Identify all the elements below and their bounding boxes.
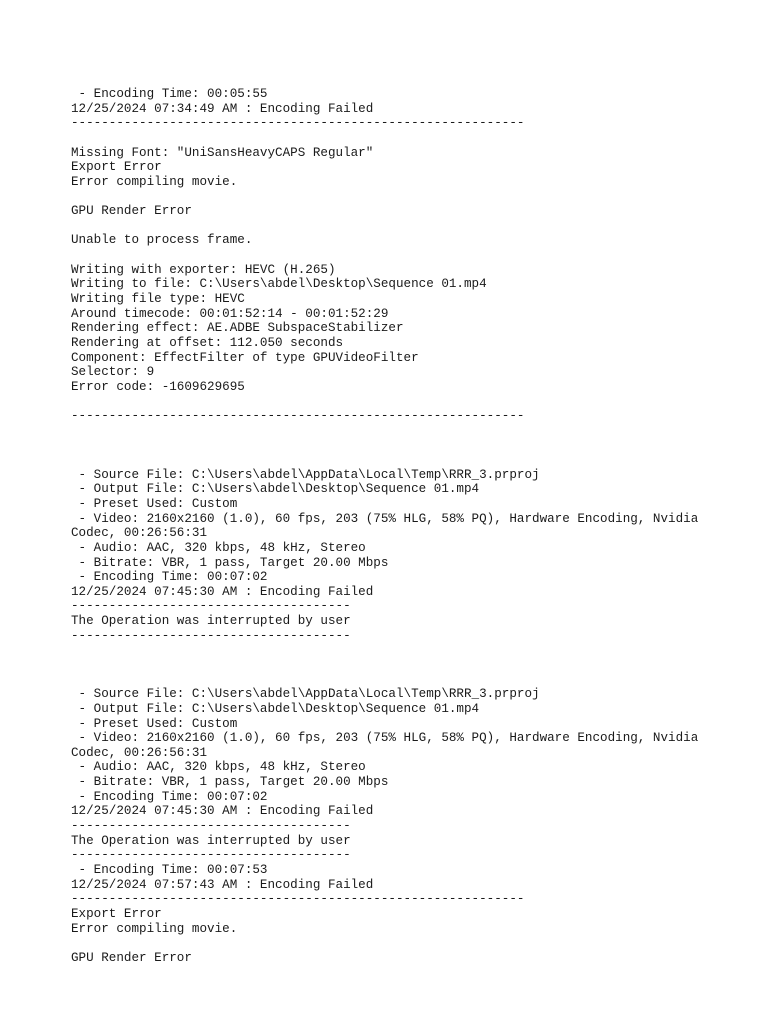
blank-line xyxy=(71,189,751,204)
log-line: ------------------------------------- xyxy=(71,599,351,614)
log-line: ------------------------------------- xyxy=(71,848,351,863)
log-line: Component: EffectFilter of type GPUVideoFilter xyxy=(71,350,419,365)
log-line: - Encoding Time: 00:07:53 xyxy=(71,862,268,877)
log-line: GPU Render Error xyxy=(71,950,192,965)
log-line: Error compiling movie. xyxy=(71,174,238,189)
log-line: - Output File: C:\Users\abdel\Desktop\Sequence 01.mp4 xyxy=(71,701,480,716)
blank-line xyxy=(71,248,751,263)
log-line: The Operation was interrupted by user xyxy=(71,614,351,629)
blank-line xyxy=(71,438,751,453)
log-line: - Video: 2160x2160 (1.0), 60 fps, 203 (75% HLG, 58% PQ), Hardware Encoding, Nvidia xyxy=(71,511,699,526)
log-line: Error code: -1609629695 xyxy=(71,379,245,394)
log-line: - Bitrate: VBR, 1 pass, Target 20.00 Mbps xyxy=(71,775,389,790)
log-line: - Audio: AAC, 320 kbps, 48 kHz, Stereo xyxy=(71,760,366,775)
log-line: Missing Font: "UniSansHeavyCAPS Regular" xyxy=(71,145,374,160)
log-line: ------------------------------------- xyxy=(71,628,351,643)
log-line: - Source File: C:\Users\abdel\AppData\Local\Temp\RRR_3.prproj xyxy=(71,467,540,482)
blank-line xyxy=(71,219,751,234)
blank-line xyxy=(71,643,751,658)
blank-line xyxy=(71,673,751,688)
log-line: The Operation was interrupted by user xyxy=(71,833,351,848)
log-line: Selector: 9 xyxy=(71,365,155,380)
log-line: Around timecode: 00:01:52:14 - 00:01:52:29 xyxy=(71,306,389,321)
log-line: Codec, 00:26:56:31 xyxy=(71,526,208,541)
log-line: Rendering effect: AE.ADBE SubspaceStabilizer xyxy=(71,321,404,336)
log-line: ------------------------------------------------------------ xyxy=(71,892,525,907)
log-line: Writing to file: C:\Users\abdel\Desktop\Sequence 01.mp4 xyxy=(71,277,487,292)
log-line: Rendering at offset: 112.050 seconds xyxy=(71,335,344,350)
log-line: 12/25/2024 07:57:43 AM : Encoding Failed xyxy=(71,877,374,892)
blank-line xyxy=(71,453,751,468)
log-line: 12/25/2024 07:45:30 AM : Encoding Failed xyxy=(71,804,374,819)
log-line: ------------------------------------------------------------ xyxy=(71,409,525,424)
log-line: Unable to process frame. xyxy=(71,233,253,248)
blank-line xyxy=(71,424,751,439)
log-line: - Audio: AAC, 320 kbps, 48 kHz, Stereo xyxy=(71,540,366,555)
blank-line xyxy=(71,131,751,146)
log-line: - Encoding Time: 00:07:02 xyxy=(71,570,268,585)
log-line: Export Error xyxy=(71,160,162,175)
log-line: Export Error xyxy=(71,906,162,921)
log-line: Writing file type: HEVC xyxy=(71,291,245,306)
log-line: - Output File: C:\Users\abdel\Desktop\Sequence 01.mp4 xyxy=(71,482,480,497)
log-line: - Encoding Time: 00:07:02 xyxy=(71,789,268,804)
blank-line xyxy=(71,394,751,409)
blank-line xyxy=(71,658,751,673)
log-line: ------------------------------------- xyxy=(71,819,351,834)
log-line: - Video: 2160x2160 (1.0), 60 fps, 203 (75% HLG, 58% PQ), Hardware Encoding, Nvidia xyxy=(71,731,699,746)
log-line: Error compiling movie. xyxy=(71,921,238,936)
log-line: 12/25/2024 07:34:49 AM : Encoding Failed xyxy=(71,101,374,116)
log-line: GPU Render Error xyxy=(71,204,192,219)
encoding-log-document xyxy=(71,87,751,965)
log-line: 12/25/2024 07:45:30 AM : Encoding Failed xyxy=(71,584,374,599)
log-line: - Preset Used: Custom xyxy=(71,716,238,731)
log-line: Codec, 00:26:56:31 xyxy=(71,745,208,760)
log-line: - Encoding Time: 00:05:55 xyxy=(71,87,268,101)
log-line: - Bitrate: VBR, 1 pass, Target 20.00 Mbps xyxy=(71,555,389,570)
log-line: - Source File: C:\Users\abdel\AppData\Local\Temp\RRR_3.prproj xyxy=(71,687,540,702)
log-line: ------------------------------------------------------------ xyxy=(71,116,525,131)
log-line: - Preset Used: Custom xyxy=(71,496,238,511)
blank-line xyxy=(71,936,751,951)
log-line: Writing with exporter: HEVC (H.265) xyxy=(71,262,336,277)
